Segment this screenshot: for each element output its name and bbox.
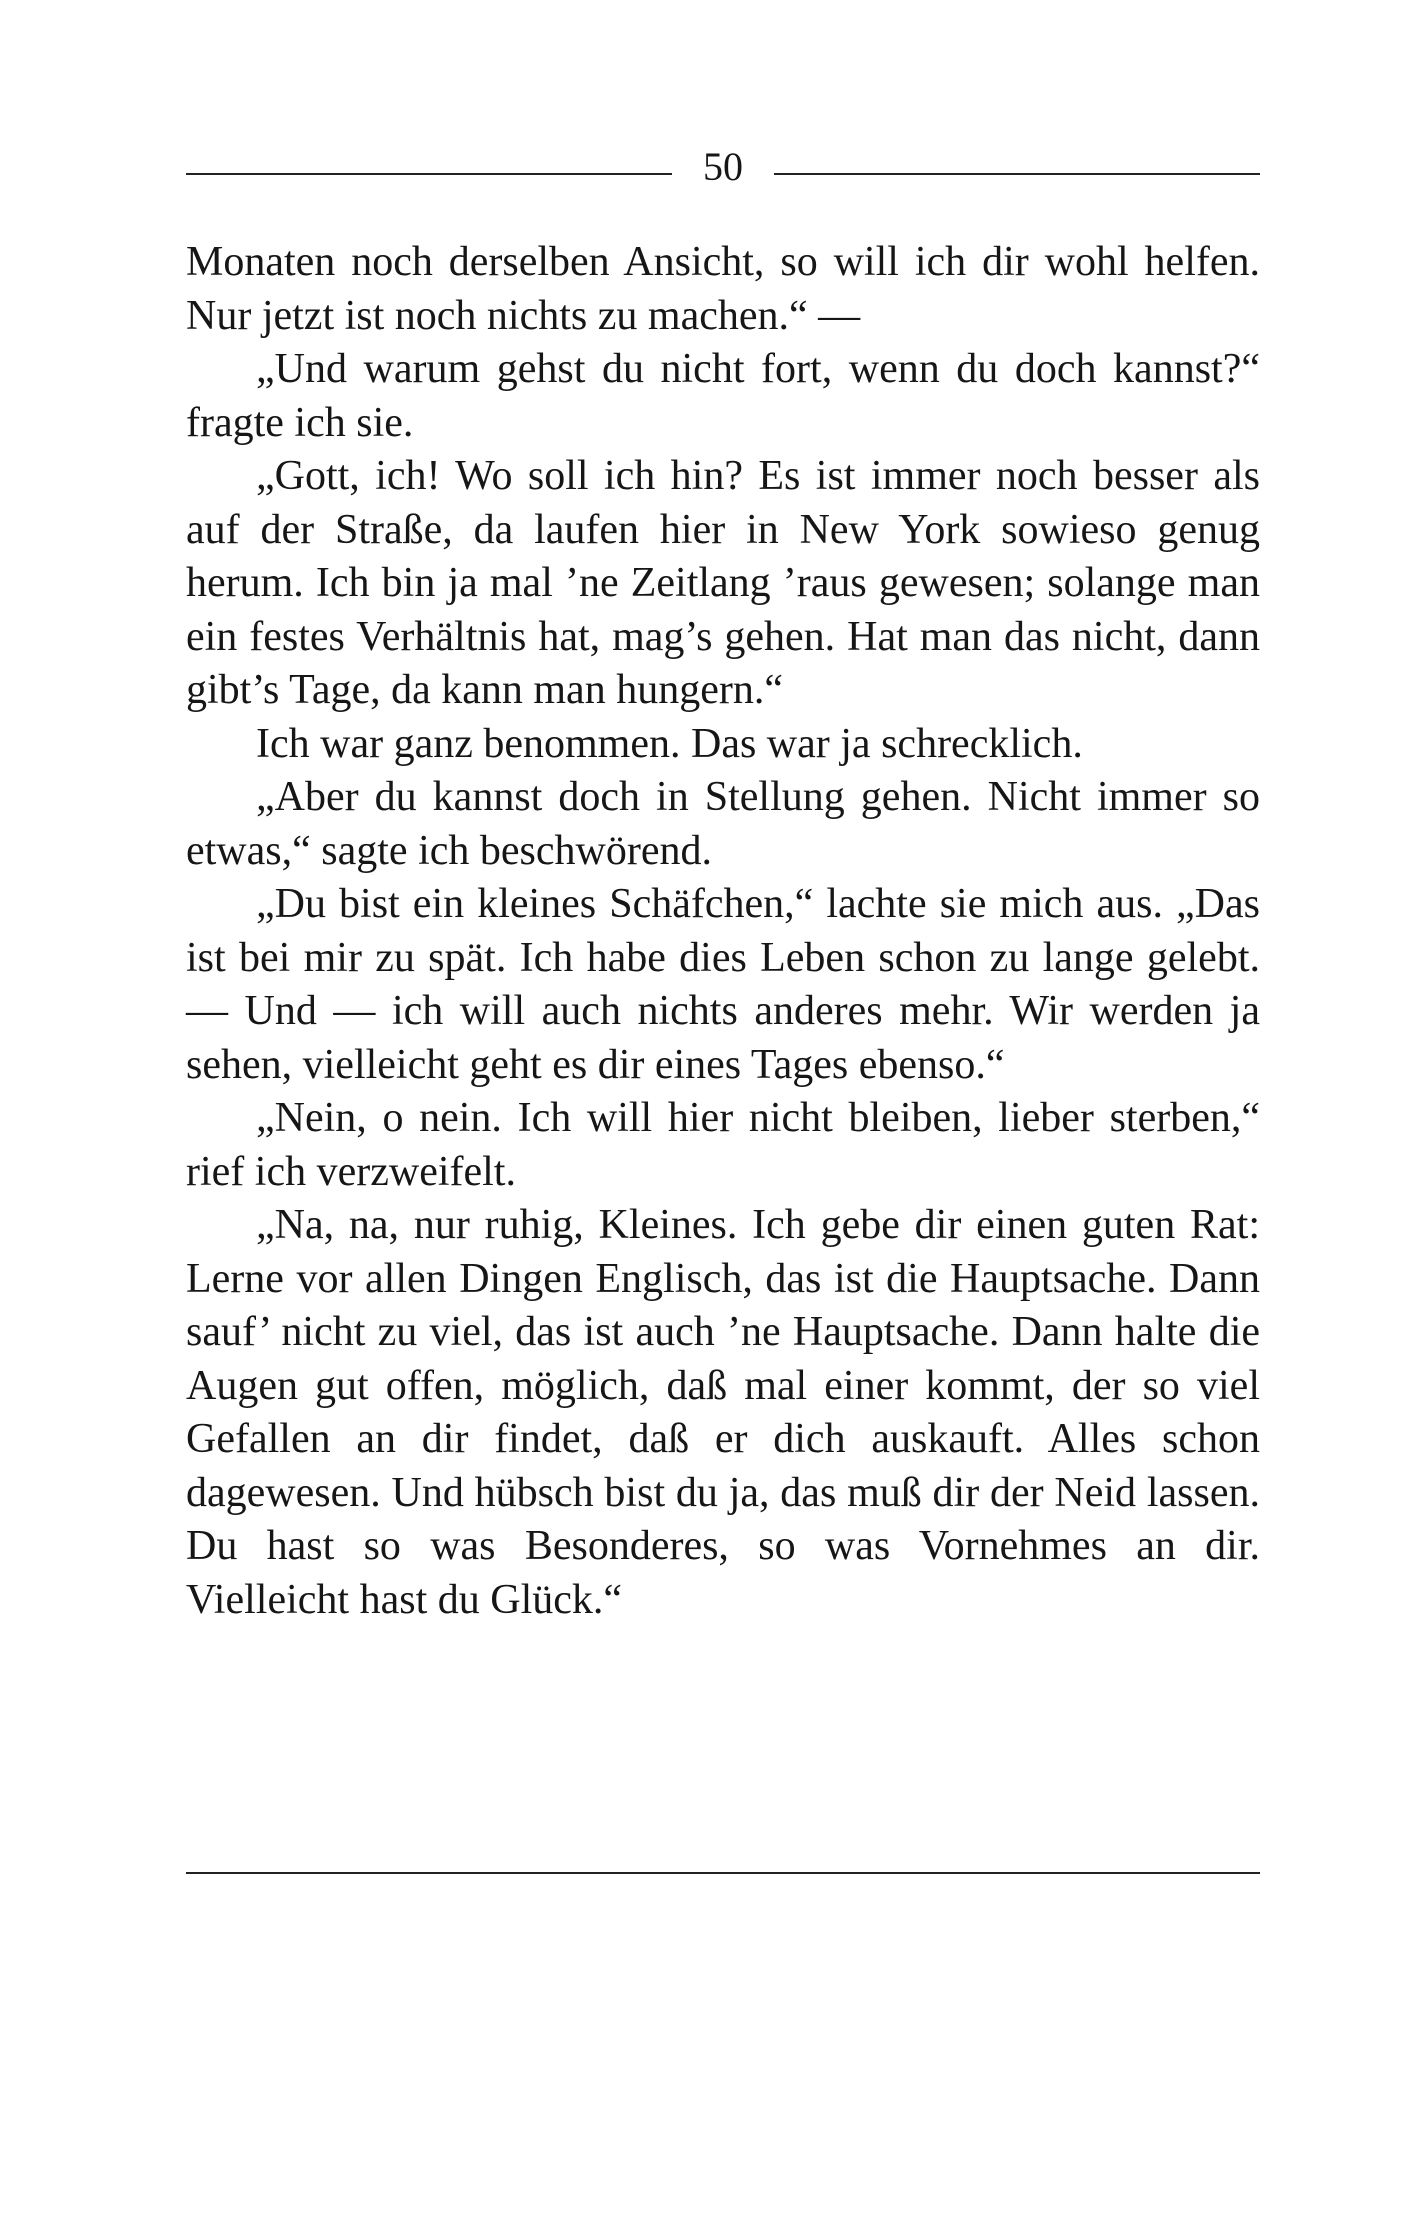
paragraph: „Na, na, nur ruhig, Kleines. Ich gebe dir einen guten Rat: Lerne vor allen Dingen Englisch, das ist die Hauptsache. Dann sauf’ nicht zu viel, das ist auch ’ne Hauptsache. Dann halte die Augen gut offen, möglich, daß mal einer kommt, der so viel Gefallen an dir findet, daß er dich auskauft. Alles schon dagewesen. Und hübsch bist du ja, das muß dir der Neid lassen. Du hast so was Besonderes, so was Vornehmes an dir. Vielleicht hast du Glück.“ — [186, 1202, 1260, 1623]
paragraph: Ich war ganz benommen. Das war ja schrecklich. — [256, 720, 1083, 767]
paragraph: „Gott, ich! Wo soll ich hin? Es ist immer noch besser als auf der Straße, da laufen hier in New York sowieso genug herum. Ich bin ja mal ’ne Zeitlang ’raus gewesen; solange man ein festes Verhältnis hat, mag’s gehen. Hat man das nicht, dann gibt’s Tage, da kann man hungern.“ — [186, 453, 1260, 713]
header-rule-right — [774, 173, 1260, 175]
paragraph: „Du bist ein kleines Schäfchen,“ lachte sie mich aus. „Das ist bei mir zu spät. Ich habe dies Leben schon zu lange gelebt. — Und — ich will auch nichts anderes mehr. Wir werden ja sehen, vielleicht geht es dir eines Tages ebenso.“ — [186, 881, 1260, 1088]
page-header — [186, 142, 1260, 192]
body-text — [186, 236, 1260, 1627]
paragraph: „Und warum gehst du nicht fort, wenn du doch kannst?“ fragte ich sie. — [186, 346, 1260, 446]
paragraph: „Aber du kannst doch in Stellung gehen. Nicht immer so etwas,“ sagte ich beschwörend. — [186, 774, 1260, 874]
paragraph: „Nein, o nein. Ich will hier nicht bleiben, lieber sterben,“ rief ich verzweifelt. — [186, 1095, 1260, 1195]
footer-rule — [186, 1872, 1260, 1874]
page-number: 50 — [703, 144, 743, 189]
header-rule-left — [186, 173, 672, 175]
paragraph-continuation: Monaten noch derselben Ansicht, so will ich dir wohl helfen. Nur jetzt ist noch nichts zu machen.“ — — [186, 239, 1260, 339]
